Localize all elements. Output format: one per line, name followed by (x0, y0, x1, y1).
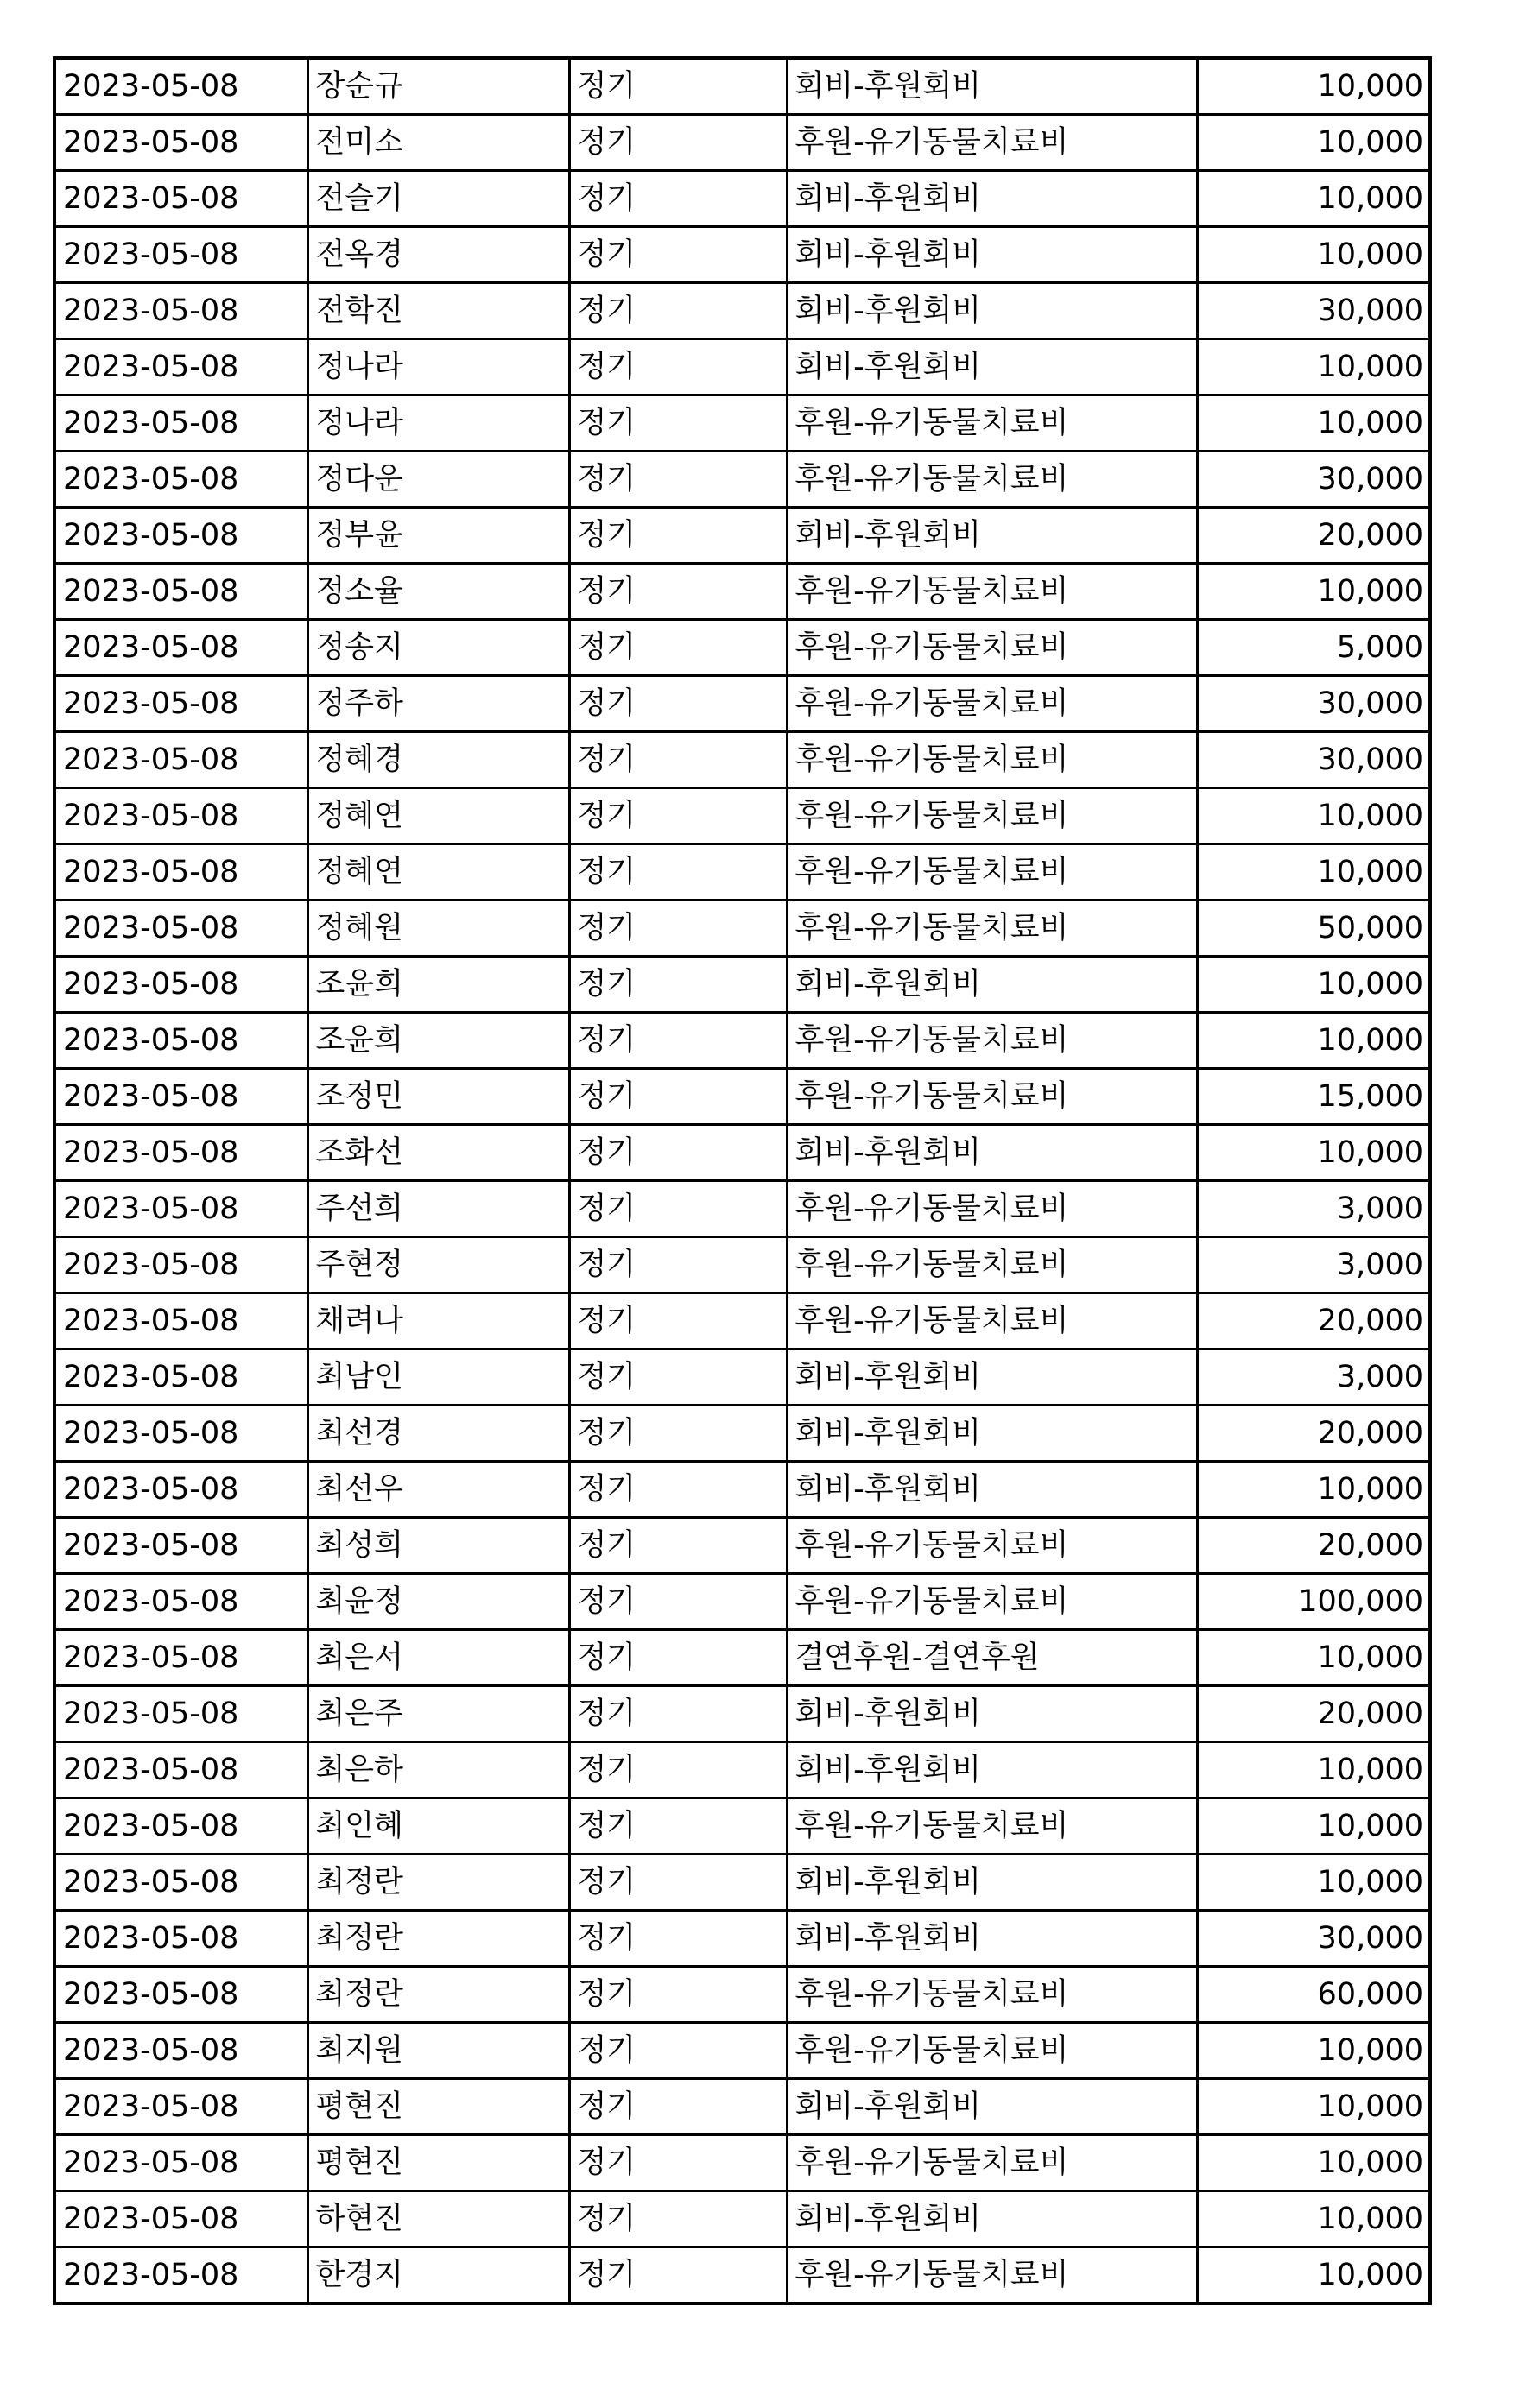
cell-donor-name: 주현정 (307, 1237, 569, 1293)
cell-payment-type: 정기 (569, 1686, 787, 1742)
cell-payment-type: 정기 (569, 115, 787, 171)
cell-amount: 10,000 (1197, 2135, 1430, 2191)
table-row (54, 1237, 1430, 1293)
cell-date: 2023-05-08 (54, 1462, 307, 1518)
cell-payment-type: 정기 (569, 2079, 787, 2135)
cell-amount: 10,000 (1197, 1855, 1430, 1911)
cell-payment-type: 정기 (569, 901, 787, 957)
cell-amount: 10,000 (1197, 171, 1430, 227)
cell-amount: 10,000 (1197, 564, 1430, 620)
cell-category: 회비-후원회비 (787, 1686, 1197, 1742)
cell-payment-type: 정기 (569, 2191, 787, 2247)
cell-category: 후원-유기동물치료비 (787, 1518, 1197, 1574)
cell-donor-name: 정혜원 (307, 901, 569, 957)
cell-category: 회비-후원회비 (787, 1462, 1197, 1518)
cell-amount: 20,000 (1197, 1518, 1430, 1574)
cell-category: 회비-후원회비 (787, 58, 1197, 115)
cell-payment-type: 정기 (569, 283, 787, 339)
cell-date: 2023-05-08 (54, 788, 307, 844)
table-row (54, 1293, 1430, 1349)
cell-payment-type: 정기 (569, 1013, 787, 1069)
cell-donor-name: 평현진 (307, 2079, 569, 2135)
cell-amount: 10,000 (1197, 339, 1430, 395)
cell-date: 2023-05-08 (54, 844, 307, 901)
cell-payment-type: 정기 (569, 171, 787, 227)
cell-payment-type: 정기 (569, 227, 787, 283)
table-row (54, 1069, 1430, 1125)
cell-donor-name: 조윤희 (307, 1013, 569, 1069)
cell-donor-name: 정부윤 (307, 508, 569, 564)
table-row (54, 339, 1430, 395)
cell-payment-type: 정기 (569, 2135, 787, 2191)
cell-date: 2023-05-08 (54, 1967, 307, 2023)
cell-category: 후원-유기동물치료비 (787, 844, 1197, 901)
cell-date: 2023-05-08 (54, 1855, 307, 1911)
cell-date: 2023-05-08 (54, 115, 307, 171)
cell-donor-name: 최은서 (307, 1630, 569, 1686)
cell-donor-name: 최윤정 (307, 1574, 569, 1630)
table-row (54, 1518, 1430, 1574)
cell-category: 회비-후원회비 (787, 283, 1197, 339)
cell-payment-type: 정기 (569, 1406, 787, 1462)
cell-category: 회비-후원회비 (787, 171, 1197, 227)
cell-donor-name: 최선우 (307, 1462, 569, 1518)
table-row (54, 283, 1430, 339)
cell-date: 2023-05-08 (54, 1911, 307, 1967)
table-row (54, 227, 1430, 283)
cell-amount: 30,000 (1197, 1911, 1430, 1967)
cell-donor-name: 조화선 (307, 1125, 569, 1181)
table-row (54, 2135, 1430, 2191)
cell-amount: 10,000 (1197, 1462, 1430, 1518)
cell-date: 2023-05-08 (54, 901, 307, 957)
cell-date: 2023-05-08 (54, 1686, 307, 1742)
cell-category: 후원-유기동물치료비 (787, 2135, 1197, 2191)
cell-donor-name: 장순규 (307, 58, 569, 115)
cell-date: 2023-05-08 (54, 2135, 307, 2191)
cell-date: 2023-05-08 (54, 227, 307, 283)
cell-amount: 10,000 (1197, 395, 1430, 452)
cell-amount: 50,000 (1197, 901, 1430, 957)
table-row (54, 732, 1430, 788)
table-row (54, 957, 1430, 1013)
table-row (54, 1013, 1430, 1069)
cell-category: 회비-후원회비 (787, 1742, 1197, 1798)
cell-date: 2023-05-08 (54, 452, 307, 508)
cell-payment-type: 정기 (569, 1237, 787, 1293)
cell-amount: 20,000 (1197, 1406, 1430, 1462)
cell-amount: 10,000 (1197, 115, 1430, 171)
cell-donor-name: 주선희 (307, 1181, 569, 1237)
cell-category: 회비-후원회비 (787, 2191, 1197, 2247)
table-row (54, 395, 1430, 452)
cell-payment-type: 정기 (569, 2247, 787, 2304)
cell-date: 2023-05-08 (54, 1630, 307, 1686)
table-row (54, 1742, 1430, 1798)
cell-amount: 10,000 (1197, 1798, 1430, 1855)
cell-category: 후원-유기동물치료비 (787, 564, 1197, 620)
cell-donor-name: 조윤희 (307, 957, 569, 1013)
cell-date: 2023-05-08 (54, 2023, 307, 2079)
cell-category: 후원-유기동물치료비 (787, 732, 1197, 788)
table-row (54, 2247, 1430, 2304)
cell-amount: 5,000 (1197, 620, 1430, 676)
cell-category: 후원-유기동물치료비 (787, 1013, 1197, 1069)
cell-donor-name: 정송지 (307, 620, 569, 676)
cell-amount: 20,000 (1197, 508, 1430, 564)
cell-donor-name: 전학진 (307, 283, 569, 339)
cell-amount: 10,000 (1197, 2023, 1430, 2079)
cell-payment-type: 정기 (569, 788, 787, 844)
cell-category: 후원-유기동물치료비 (787, 115, 1197, 171)
cell-amount: 100,000 (1197, 1574, 1430, 1630)
cell-payment-type: 정기 (569, 1967, 787, 2023)
cell-amount: 10,000 (1197, 1013, 1430, 1069)
cell-category: 후원-유기동물치료비 (787, 2247, 1197, 2304)
cell-donor-name: 최정란 (307, 1911, 569, 1967)
cell-payment-type: 정기 (569, 339, 787, 395)
cell-amount: 10,000 (1197, 227, 1430, 283)
cell-date: 2023-05-08 (54, 1237, 307, 1293)
cell-date: 2023-05-08 (54, 171, 307, 227)
cell-amount: 30,000 (1197, 283, 1430, 339)
cell-payment-type: 정기 (569, 1349, 787, 1406)
cell-payment-type: 정기 (569, 564, 787, 620)
cell-category: 회비-후원회비 (787, 1406, 1197, 1462)
cell-date: 2023-05-08 (54, 283, 307, 339)
table-row (54, 1855, 1430, 1911)
cell-donor-name: 정나라 (307, 339, 569, 395)
cell-date: 2023-05-08 (54, 1125, 307, 1181)
cell-donor-name: 전슬기 (307, 171, 569, 227)
cell-payment-type: 정기 (569, 676, 787, 732)
cell-date: 2023-05-08 (54, 620, 307, 676)
table-row (54, 676, 1430, 732)
cell-donor-name: 최남인 (307, 1349, 569, 1406)
table-row (54, 1686, 1430, 1742)
table-row (54, 171, 1430, 227)
cell-category: 회비-후원회비 (787, 339, 1197, 395)
cell-category: 후원-유기동물치료비 (787, 788, 1197, 844)
table-row (54, 1462, 1430, 1518)
cell-category: 회비-후원회비 (787, 1911, 1197, 1967)
cell-donor-name: 정혜경 (307, 732, 569, 788)
cell-category: 후원-유기동물치료비 (787, 1293, 1197, 1349)
cell-date: 2023-05-08 (54, 1742, 307, 1798)
cell-category: 후원-유기동물치료비 (787, 1574, 1197, 1630)
table-row (54, 58, 1430, 115)
cell-date: 2023-05-08 (54, 957, 307, 1013)
cell-payment-type: 정기 (569, 508, 787, 564)
cell-payment-type: 정기 (569, 1911, 787, 1967)
cell-amount: 30,000 (1197, 732, 1430, 788)
cell-amount: 10,000 (1197, 1125, 1430, 1181)
cell-amount: 3,000 (1197, 1237, 1430, 1293)
cell-category: 후원-유기동물치료비 (787, 452, 1197, 508)
cell-donor-name: 최인혜 (307, 1798, 569, 1855)
cell-donor-name: 정주하 (307, 676, 569, 732)
cell-donor-name: 최성희 (307, 1518, 569, 1574)
cell-payment-type: 정기 (569, 1293, 787, 1349)
cell-payment-type: 정기 (569, 58, 787, 115)
cell-donor-name: 전미소 (307, 115, 569, 171)
cell-donor-name: 최은주 (307, 1686, 569, 1742)
cell-amount: 10,000 (1197, 2079, 1430, 2135)
table-row (54, 115, 1430, 171)
table-row (54, 1181, 1430, 1237)
cell-category: 후원-유기동물치료비 (787, 1181, 1197, 1237)
cell-category: 회비-후원회비 (787, 1349, 1197, 1406)
cell-date: 2023-05-08 (54, 1069, 307, 1125)
cell-date: 2023-05-08 (54, 2191, 307, 2247)
table-row (54, 1574, 1430, 1630)
cell-amount: 10,000 (1197, 957, 1430, 1013)
cell-amount: 10,000 (1197, 788, 1430, 844)
cell-donor-name: 정다운 (307, 452, 569, 508)
cell-payment-type: 정기 (569, 957, 787, 1013)
cell-amount: 20,000 (1197, 1686, 1430, 1742)
table-row (54, 1349, 1430, 1406)
cell-date: 2023-05-08 (54, 1349, 307, 1406)
cell-donor-name: 정혜연 (307, 788, 569, 844)
cell-donor-name: 정소율 (307, 564, 569, 620)
cell-date: 2023-05-08 (54, 1518, 307, 1574)
table-row (54, 901, 1430, 957)
cell-payment-type: 정기 (569, 1125, 787, 1181)
cell-payment-type: 정기 (569, 395, 787, 452)
cell-category: 후원-유기동물치료비 (787, 620, 1197, 676)
cell-date: 2023-05-08 (54, 1798, 307, 1855)
cell-amount: 10,000 (1197, 2191, 1430, 2247)
cell-category: 후원-유기동물치료비 (787, 2023, 1197, 2079)
cell-donor-name: 최정란 (307, 1855, 569, 1911)
cell-payment-type: 정기 (569, 1181, 787, 1237)
cell-date: 2023-05-08 (54, 58, 307, 115)
cell-donor-name: 최은하 (307, 1742, 569, 1798)
cell-category: 회비-후원회비 (787, 2079, 1197, 2135)
cell-amount: 15,000 (1197, 1069, 1430, 1125)
cell-category: 회비-후원회비 (787, 1855, 1197, 1911)
cell-category: 회비-후원회비 (787, 1125, 1197, 1181)
cell-amount: 20,000 (1197, 1293, 1430, 1349)
table-row (54, 620, 1430, 676)
cell-amount: 10,000 (1197, 1630, 1430, 1686)
cell-payment-type: 정기 (569, 1462, 787, 1518)
cell-category: 후원-유기동물치료비 (787, 1069, 1197, 1125)
cell-date: 2023-05-08 (54, 395, 307, 452)
cell-payment-type: 정기 (569, 1630, 787, 1686)
cell-donor-name: 하현진 (307, 2191, 569, 2247)
cell-category: 결연후원-결연후원 (787, 1630, 1197, 1686)
cell-date: 2023-05-08 (54, 1574, 307, 1630)
cell-donor-name: 조정민 (307, 1069, 569, 1125)
cell-payment-type: 정기 (569, 844, 787, 901)
cell-category: 후원-유기동물치료비 (787, 676, 1197, 732)
cell-amount: 10,000 (1197, 844, 1430, 901)
cell-category: 후원-유기동물치료비 (787, 1967, 1197, 2023)
cell-donor-name: 한경지 (307, 2247, 569, 2304)
table-row (54, 1798, 1430, 1855)
table-row (54, 2191, 1430, 2247)
cell-donor-name: 최지원 (307, 2023, 569, 2079)
cell-donor-name: 정나라 (307, 395, 569, 452)
cell-category: 후원-유기동물치료비 (787, 1798, 1197, 1855)
cell-donor-name: 전옥경 (307, 227, 569, 283)
cell-payment-type: 정기 (569, 1518, 787, 1574)
cell-category: 회비-후원회비 (787, 227, 1197, 283)
cell-amount: 3,000 (1197, 1181, 1430, 1237)
cell-category: 후원-유기동물치료비 (787, 901, 1197, 957)
cell-date: 2023-05-08 (54, 2079, 307, 2135)
cell-payment-type: 정기 (569, 732, 787, 788)
ledger-body (54, 58, 1430, 2304)
table-row (54, 1406, 1430, 1462)
cell-payment-type: 정기 (569, 620, 787, 676)
table-row (54, 788, 1430, 844)
cell-date: 2023-05-08 (54, 564, 307, 620)
cell-category: 회비-후원회비 (787, 957, 1197, 1013)
cell-payment-type: 정기 (569, 1798, 787, 1855)
cell-category: 후원-유기동물치료비 (787, 1237, 1197, 1293)
cell-date: 2023-05-08 (54, 1013, 307, 1069)
cell-donor-name: 최정란 (307, 1967, 569, 2023)
donation-ledger-table (53, 56, 1432, 2305)
cell-amount: 3,000 (1197, 1349, 1430, 1406)
table-row (54, 508, 1430, 564)
cell-date: 2023-05-08 (54, 1406, 307, 1462)
cell-amount: 60,000 (1197, 1967, 1430, 2023)
cell-payment-type: 정기 (569, 1855, 787, 1911)
cell-date: 2023-05-08 (54, 1293, 307, 1349)
cell-date: 2023-05-08 (54, 2247, 307, 2304)
cell-amount: 10,000 (1197, 2247, 1430, 2304)
cell-category: 후원-유기동물치료비 (787, 395, 1197, 452)
cell-date: 2023-05-08 (54, 508, 307, 564)
table-row (54, 1125, 1430, 1181)
cell-donor-name: 정혜연 (307, 844, 569, 901)
table-row (54, 1630, 1430, 1686)
cell-date: 2023-05-08 (54, 1181, 307, 1237)
cell-payment-type: 정기 (569, 1742, 787, 1798)
cell-amount: 30,000 (1197, 676, 1430, 732)
cell-payment-type: 정기 (569, 2023, 787, 2079)
cell-category: 회비-후원회비 (787, 508, 1197, 564)
cell-payment-type: 정기 (569, 1574, 787, 1630)
cell-date: 2023-05-08 (54, 676, 307, 732)
cell-amount: 10,000 (1197, 1742, 1430, 1798)
table-row (54, 1967, 1430, 2023)
table-row (54, 452, 1430, 508)
cell-payment-type: 정기 (569, 452, 787, 508)
cell-donor-name: 평현진 (307, 2135, 569, 2191)
cell-amount: 30,000 (1197, 452, 1430, 508)
cell-date: 2023-05-08 (54, 732, 307, 788)
cell-amount: 10,000 (1197, 58, 1430, 115)
cell-payment-type: 정기 (569, 1069, 787, 1125)
cell-donor-name: 최선경 (307, 1406, 569, 1462)
cell-date: 2023-05-08 (54, 339, 307, 395)
table-row (54, 2023, 1430, 2079)
table-row (54, 2079, 1430, 2135)
table-row (54, 844, 1430, 901)
cell-donor-name: 채려나 (307, 1293, 569, 1349)
table-row (54, 1911, 1430, 1967)
table-row (54, 564, 1430, 620)
